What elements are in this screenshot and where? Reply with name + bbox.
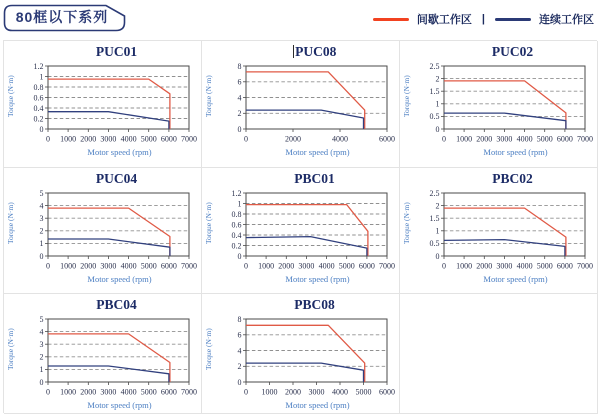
- x-axis-label: Motor speed (rpm): [285, 147, 350, 157]
- svg-text:8: 8: [237, 61, 241, 71]
- svg-text:0: 0: [45, 261, 50, 271]
- svg-text:7000: 7000: [576, 261, 593, 271]
- svg-text:7000: 7000: [180, 134, 197, 144]
- y-axis-label: Torque (N·m): [203, 75, 213, 117]
- legend-swatch-continuous: [495, 18, 531, 21]
- svg-text:6000: 6000: [556, 134, 573, 144]
- svg-text:1.2: 1.2: [33, 61, 43, 71]
- svg-text:0: 0: [237, 251, 241, 261]
- text-cursor: [293, 45, 295, 58]
- svg-text:0: 0: [39, 124, 43, 134]
- svg-text:3000: 3000: [297, 261, 314, 271]
- svg-text:4000: 4000: [318, 261, 335, 271]
- svg-text:5: 5: [39, 188, 43, 198]
- svg-text:0.5: 0.5: [429, 112, 439, 122]
- svg-text:5000: 5000: [140, 387, 157, 397]
- svg-text:3000: 3000: [308, 387, 324, 397]
- chart-title-puc01: PUC01: [95, 44, 138, 59]
- svg-text:6000: 6000: [556, 261, 573, 271]
- series-title: 80框以下系列: [15, 9, 109, 25]
- torque-speed-plot-pbc01: [214, 187, 398, 277]
- svg-text:6: 6: [237, 77, 241, 87]
- svg-text:1.5: 1.5: [429, 214, 439, 223]
- y-axis-label: Torque (N·m): [5, 75, 15, 117]
- legend-separator: |: [481, 13, 485, 25]
- chart-cell-pbc04: [4, 294, 202, 414]
- chart-cell-pbc01: [202, 168, 400, 294]
- svg-text:1.5: 1.5: [429, 87, 439, 96]
- svg-text:4000: 4000: [331, 387, 348, 397]
- y-axis-label: Torque (N·m): [5, 328, 15, 370]
- svg-text:2000: 2000: [79, 387, 96, 397]
- svg-text:2: 2: [237, 362, 241, 371]
- svg-text:5: 5: [39, 314, 43, 324]
- svg-text:5000: 5000: [536, 261, 553, 271]
- svg-text:2: 2: [435, 201, 439, 211]
- svg-text:3000: 3000: [495, 261, 512, 271]
- legend-swatch-intermittent: [373, 18, 409, 21]
- chart-cell-puc08: [202, 41, 400, 168]
- torque-speed-plot-puc04: [16, 187, 200, 277]
- svg-text:2000: 2000: [284, 387, 301, 397]
- svg-text:0.4: 0.4: [33, 103, 43, 113]
- svg-text:2000: 2000: [277, 261, 294, 271]
- x-axis-label: Motor speed (rpm): [285, 400, 350, 410]
- svg-text:6000: 6000: [358, 261, 375, 271]
- x-axis-label: Motor speed (rpm): [285, 274, 350, 284]
- torque-speed-plot-puc02: [412, 60, 596, 150]
- svg-text:0.4: 0.4: [231, 230, 241, 240]
- torque-speed-plot-pbc08: [214, 313, 398, 403]
- svg-text:1.2: 1.2: [231, 188, 241, 198]
- torque-speed-plot-puc01: [16, 60, 200, 150]
- y-axis-label: Torque (N·m): [5, 202, 15, 244]
- svg-text:2000: 2000: [284, 134, 301, 144]
- top-bar: [0, 0, 600, 40]
- svg-text:3000: 3000: [99, 387, 116, 397]
- x-axis-label: Motor speed (rpm): [483, 147, 548, 157]
- x-axis-label: Motor speed (rpm): [87, 274, 152, 284]
- chart-title-puc02: PUC02: [491, 44, 534, 59]
- svg-text:6000: 6000: [378, 134, 395, 144]
- svg-text:1: 1: [237, 199, 241, 209]
- svg-text:8: 8: [237, 314, 241, 324]
- chart-grid: [3, 40, 597, 413]
- svg-text:3000: 3000: [99, 261, 116, 271]
- svg-text:1: 1: [435, 99, 439, 109]
- x-axis-label: Motor speed (rpm): [483, 274, 548, 284]
- svg-text:1: 1: [39, 72, 43, 82]
- svg-text:2.5: 2.5: [429, 61, 439, 71]
- svg-text:3: 3: [39, 340, 43, 349]
- svg-text:5000: 5000: [536, 134, 553, 144]
- svg-text:2: 2: [237, 109, 241, 118]
- chart-cell-pbc08: [202, 294, 400, 414]
- chart-title-pbc01: PBC01: [294, 171, 335, 186]
- svg-text:0: 0: [237, 124, 241, 134]
- svg-text:5000: 5000: [140, 261, 157, 271]
- svg-text:6000: 6000: [378, 387, 395, 397]
- chart-cell-puc02: [400, 41, 598, 168]
- svg-text:7000: 7000: [180, 261, 197, 271]
- svg-text:0.5: 0.5: [429, 239, 439, 249]
- svg-text:1: 1: [39, 365, 43, 375]
- svg-text:0.2: 0.2: [231, 241, 241, 251]
- svg-text:0.6: 0.6: [33, 93, 43, 103]
- svg-text:2: 2: [39, 226, 43, 236]
- svg-text:7000: 7000: [180, 387, 197, 397]
- chart-title-pbc04: PBC04: [96, 297, 137, 312]
- svg-text:0: 0: [243, 261, 248, 271]
- svg-text:6000: 6000: [160, 134, 177, 144]
- svg-text:4: 4: [39, 201, 43, 211]
- torque-speed-plot-pbc02: [412, 187, 596, 277]
- svg-text:3: 3: [39, 214, 43, 223]
- chart-title-pbc08: PBC08: [294, 297, 335, 312]
- x-axis-label: Motor speed (rpm): [87, 400, 152, 410]
- torque-speed-plot-pbc04: [16, 313, 200, 403]
- svg-text:1: 1: [435, 226, 439, 236]
- svg-text:2.5: 2.5: [429, 188, 439, 198]
- svg-text:4000: 4000: [516, 134, 533, 144]
- svg-text:5000: 5000: [140, 134, 157, 144]
- svg-text:4000: 4000: [331, 134, 348, 144]
- svg-text:2000: 2000: [475, 134, 492, 144]
- svg-text:0: 0: [435, 124, 439, 134]
- svg-text:4000: 4000: [120, 387, 137, 397]
- svg-text:2: 2: [39, 352, 43, 362]
- chart-title-puc04: PUC04: [95, 171, 138, 186]
- svg-text:0: 0: [435, 251, 439, 261]
- svg-text:0: 0: [45, 387, 50, 397]
- y-axis-label: Torque (N·m): [401, 75, 411, 117]
- svg-text:1000: 1000: [261, 387, 277, 397]
- svg-text:5000: 5000: [355, 387, 371, 397]
- svg-text:0: 0: [243, 134, 248, 144]
- svg-text:3000: 3000: [99, 134, 116, 144]
- svg-text:1000: 1000: [455, 134, 472, 144]
- svg-text:0: 0: [237, 377, 241, 387]
- svg-text:4: 4: [39, 327, 43, 337]
- chart-cell-puc04: [4, 168, 202, 294]
- svg-text:5000: 5000: [338, 261, 355, 271]
- x-axis-label: Motor speed (rpm): [87, 147, 152, 157]
- svg-text:1000: 1000: [59, 134, 76, 144]
- svg-text:0: 0: [39, 251, 43, 261]
- svg-text:0: 0: [45, 134, 50, 144]
- series-title-badge: [3, 4, 127, 32]
- svg-text:1000: 1000: [59, 261, 76, 271]
- svg-text:4: 4: [237, 93, 241, 103]
- svg-text:0.8: 0.8: [231, 209, 241, 219]
- chart-title-pbc02: PBC02: [492, 171, 533, 186]
- svg-text:2: 2: [435, 74, 439, 84]
- svg-text:6: 6: [237, 330, 241, 340]
- svg-text:2000: 2000: [79, 134, 96, 144]
- svg-text:0: 0: [243, 387, 248, 397]
- torque-speed-plot-puc08: [214, 60, 398, 150]
- chart-cell-puc01: [4, 41, 202, 168]
- svg-text:0.8: 0.8: [33, 82, 43, 92]
- svg-text:0.2: 0.2: [33, 114, 43, 124]
- svg-text:0: 0: [39, 377, 43, 387]
- svg-text:7000: 7000: [576, 134, 593, 144]
- svg-text:0.6: 0.6: [231, 220, 241, 230]
- chart-title-puc08[interactable]: PUC08: [202, 44, 399, 60]
- svg-text:4: 4: [237, 346, 241, 356]
- svg-text:1000: 1000: [257, 261, 274, 271]
- svg-text:1000: 1000: [455, 261, 472, 271]
- legend-label-intermittent: 间歇工作区: [416, 14, 472, 26]
- y-axis-label: Torque (N·m): [401, 202, 411, 244]
- svg-text:1: 1: [39, 239, 43, 249]
- y-axis-label: Torque (N·m): [203, 202, 213, 244]
- svg-text:4000: 4000: [120, 134, 137, 144]
- legend: [373, 11, 594, 27]
- chart-cell-pbc02: [400, 168, 598, 294]
- svg-text:2000: 2000: [79, 261, 96, 271]
- svg-text:2000: 2000: [475, 261, 492, 271]
- svg-text:1000: 1000: [59, 387, 76, 397]
- legend-label-continuous: 连续工作区: [539, 14, 594, 26]
- svg-text:6000: 6000: [160, 261, 177, 271]
- svg-text:7000: 7000: [378, 261, 395, 271]
- svg-text:4000: 4000: [516, 261, 533, 271]
- svg-text:6000: 6000: [160, 387, 177, 397]
- svg-text:4000: 4000: [120, 261, 137, 271]
- empty-cell: [400, 294, 598, 414]
- svg-text:0: 0: [441, 261, 446, 271]
- svg-text:3000: 3000: [495, 134, 512, 144]
- y-axis-label: Torque (N·m): [203, 328, 213, 370]
- svg-text:0: 0: [441, 134, 446, 144]
